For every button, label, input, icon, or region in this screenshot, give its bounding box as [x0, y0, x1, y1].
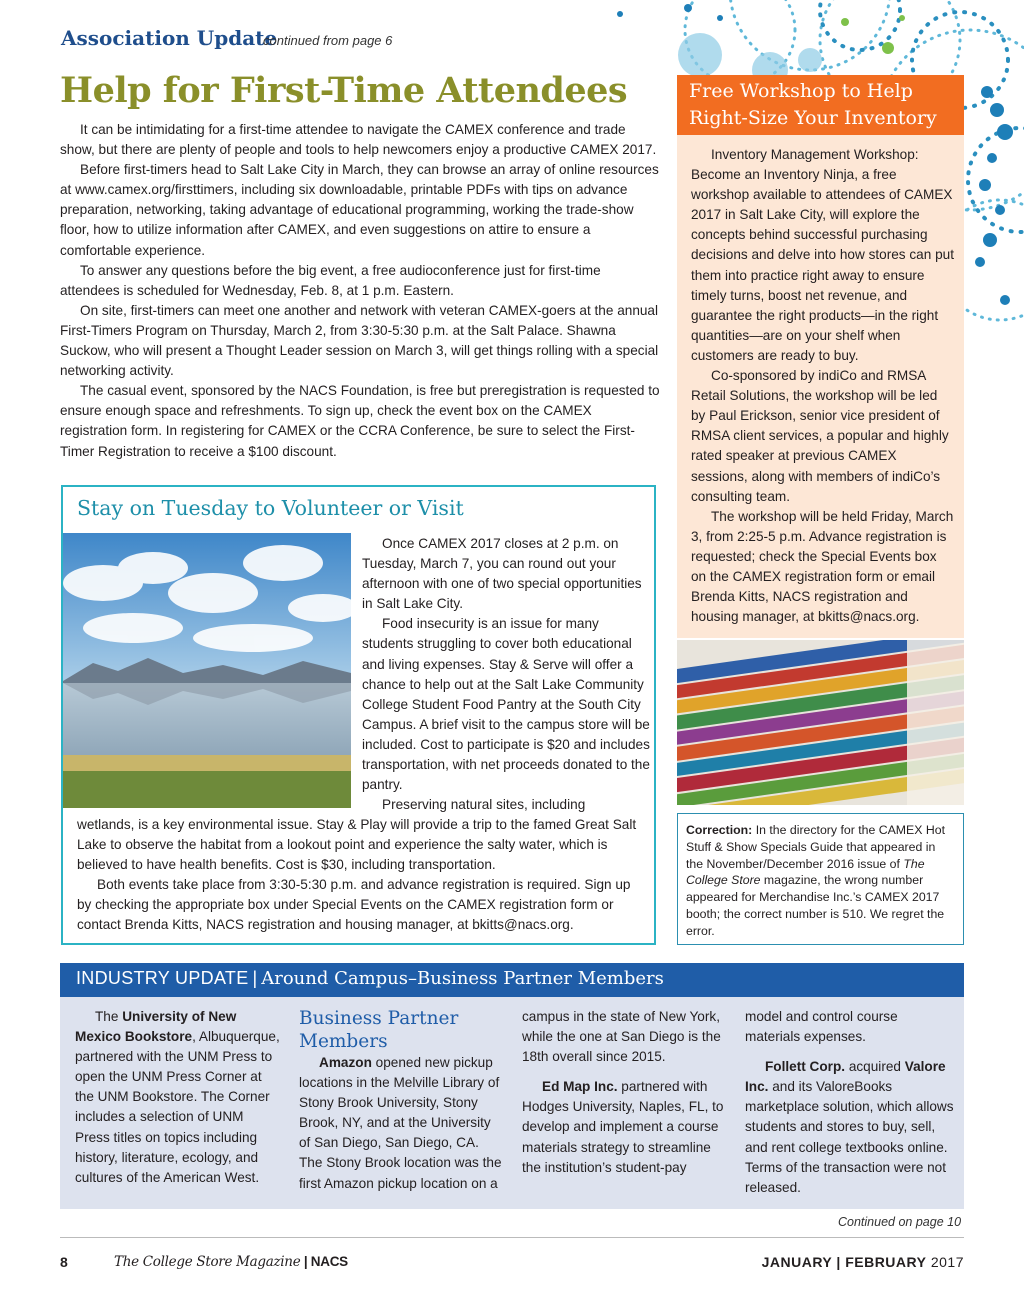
col3-bold: Ed Map Inc.	[542, 1079, 618, 1095]
issue-date	[762, 1254, 964, 1270]
industry-column-3	[522, 1007, 728, 1178]
continued-on-note: Continued on page 10	[838, 1215, 962, 1229]
article-body	[60, 120, 660, 462]
stay-paragraph: Preserving natural sites, including	[382, 797, 586, 813]
great-salt-lake-photo	[63, 533, 351, 808]
magazine-title: The College Store Magazine	[114, 1254, 301, 1270]
article-paragraph: On site, first-timers can meet one another and network with veteran CAMEX-goers at the annual First-Timers Program on Thursday, March 2, from 3:30-5:30 p.m. at the Salt Palace. Shawna Suckow, who will present a Thought Leader session on March 3, will get things rolling with a special networking activity.	[60, 302, 659, 379]
article-paragraph: The casual event, sponsored by the NACS Foundation, is free but preregistration is requested to ensure enough space and refreshments. To sign up, check the event box on the CAMEX registration form. In registering for CAMEX or the CCRA Conference, be sure to select the First-Timer Registration to receive a $100 discount.	[60, 383, 660, 459]
stay-paragraph: Food insecurity is an issue for many students struggling to cover both educational and living expenses. Stay & Serve will offer a chance to help out at the Salt Lake Community College Student Food Pantry at the South City Campus. A brief visit to the campus store will be included. Cost to participate is $20 and includes transportation, with net proceeds donated to the pantry.	[362, 616, 650, 793]
correction-magazine: The College Store	[686, 856, 925, 888]
col4-bold1: Follett Corp.	[765, 1059, 846, 1075]
magazine-org: NACS	[310, 1254, 348, 1269]
workshop-paragraph: Co-sponsored by indiCo and RMSA Retail Solutions, the workshop will be led by Paul Erickson, senior vice president of RMSA client services, a popular and highly rated speaker at previous CAMEX sessions, along with members of indiCo’s consulting team.	[691, 368, 949, 504]
col3-text: campus in the state of New York, while the one at San Diego is the 18th overall since 2015.	[522, 1009, 721, 1065]
correction-text: In the directory for the CAMEX Hot Stuff & Show Specials Guide that appeared in the November/December 2016 issue of	[686, 823, 946, 871]
industry-column-2	[299, 1007, 505, 1194]
industry-update-separator: |	[252, 968, 258, 988]
industry-update-label: INDUSTRY UPDATE	[76, 968, 249, 988]
col4-text: model and control course materials expenses.	[745, 1009, 898, 1045]
stay-paragraph: Both events take place from 3:30-5:30 p.m. and advance registration is required. Sign up by checking the appropriate box under Special Events on the CAMEX registration form or contact Brenda Kitts, NACS registration and housing manager, at bkitts@nacs.org.	[77, 877, 631, 933]
industry-column-4	[745, 1007, 955, 1198]
correction-box	[677, 813, 964, 945]
article-title: Help for First-Time Attendees	[60, 70, 628, 111]
article-paragraph: It can be intimidating for a first-time attendee to navigate the CAMEX conference and trade show, but there are plenty of people and tools to help newcomers enjoy a productive CAMEX 2017.	[60, 122, 657, 158]
business-partner-title: Business Partner Members	[299, 1008, 459, 1052]
workshop-paragraph: Inventory Management Workshop: Become an Inventory Ninja, a free workshop available to attendees of CAMEX 2017 in Salt Lake City, will explore the concepts behind successful purchasing decisions and delve into how stores can put them into practice right away to ensure timely turns, boost net revenue, and guarantee the right products—in the right quantities—are on your shelf when customers are ready to buy.	[691, 147, 954, 363]
industry-column-1	[75, 1007, 281, 1188]
book-stack-photo	[677, 640, 964, 805]
col1-prefix: The	[95, 1009, 123, 1024]
page-number: 8	[60, 1254, 68, 1270]
col1-bold: University of New Mexico Bookstore	[75, 1009, 237, 1045]
workshop-title: Free Workshop to Help Right-Size Your Inventory	[677, 75, 964, 135]
article-paragraph: Before first-timers head to Salt Lake City in March, they can browse an array of online resources at www.camex.org/firsttimers, including six downloadable, printable PDFs with tips on advance preparation, networking, taking advantage of educational programming, working the trade-show floor, how to utilize information after CAMEX, and even suggestions on attire to ensure a comfortable experience.	[60, 162, 659, 258]
col4-text2: and its ValoreBooks marketplace solution, which allows students and stores to buy, sell, and rent college textbooks online. Terms of the transaction were not released.	[745, 1079, 954, 1195]
col2-text: opened new pickup locations in the Melville Library of Stony Brook University, Stony Brook, NY, and at the University of San Diego, San Diego, CA. The Stony Brook location was the first Amazon pickup location on a	[299, 1055, 502, 1191]
magazine-name	[114, 1254, 348, 1270]
stay-bottom-text	[77, 815, 647, 936]
magazine-bar: |	[300, 1254, 311, 1269]
col4-mid: acquired	[845, 1059, 905, 1075]
col4-bold2: Valore Inc.	[745, 1059, 946, 1095]
issue-year: 2017	[926, 1254, 964, 1270]
col2-bold: Amazon	[319, 1055, 372, 1070]
issue-months: JANUARY | FEBRUARY	[761, 1254, 927, 1270]
col3-text2: partnered with Hodges University, Naples, FL, to develop and implement a course materials strategy to streamline the institution’s student-pay	[522, 1079, 724, 1175]
industry-update-subtitle: Around Campus–Business Partner Members	[261, 968, 664, 989]
continued-from-note: continued from page 6	[263, 33, 393, 48]
article-paragraph: To answer any questions before the big event, a free audioconference just for first-time attendees is scheduled for Wednesday, Feb. 8, at 1 p.m. Eastern.	[60, 262, 601, 298]
stay-sidebar-title: Stay on Tuesday to Volunteer or Visit	[77, 496, 464, 520]
correction-text: magazine, the wrong number appeared for Merchandise Inc.’s CAMEX 2017 booth; the correct number is 510. We regret the error.	[686, 873, 945, 938]
workshop-body	[691, 145, 955, 627]
workshop-paragraph: The workshop will be held Friday, March 3, from 2:25-5 p.m. Advance registration is requested; check the Special Events box on the CAMEX registration form or email Brenda Kitts, NACS registration and housing manager, at bkitts@nacs.org.	[691, 508, 954, 625]
col1-text: , Albuquerque, partnered with the UNM Press to open the UNM Press Corner at the UNM Bookstore. The Corner includes a selection of UNM Press titles on topics including history, literature, ecology, and cultures of the American West.	[75, 1029, 280, 1185]
industry-update-header	[60, 963, 964, 997]
stay-right-text	[362, 534, 652, 815]
stay-paragraph: Once CAMEX 2017 closes at 2 p.m. on Tuesday, March 7, you can round out your afternoon with one of two special opportunities in Salt Lake City.	[362, 536, 642, 612]
stay-paragraph: wetlands, is a key environmental issue. Stay & Play will provide a trip to the famed Great Salt Lake to observe the habitat from a lookout point and experience the salty water, which is believed to have health benefits. Cost is $30, including transportation.	[77, 817, 637, 873]
correction-label: Correction:	[686, 823, 753, 837]
footer-rule	[60, 1237, 964, 1238]
section-label: Association Update	[61, 26, 278, 50]
